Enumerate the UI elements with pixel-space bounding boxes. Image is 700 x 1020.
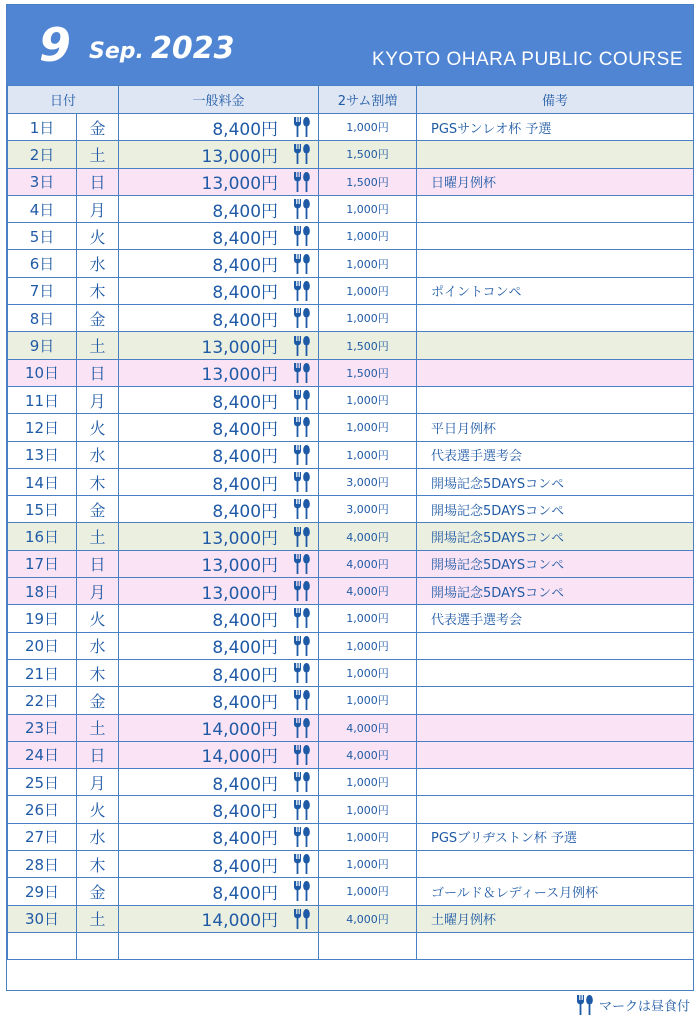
fee-cell [119,769,319,796]
date-cell: 3日 [8,168,77,195]
two-some-cell: 3,000円 [319,496,417,523]
note-cell [417,223,694,250]
two-some-cell: 1,000円 [319,632,417,659]
fork-knife-icon [292,799,312,821]
fee-cell [119,932,319,959]
fee-value: 8,400円 [212,419,279,440]
weekday-cell: 日 [77,168,119,195]
weekday-cell: 土 [77,141,119,168]
table-row [8,468,694,495]
weekday-cell: 木 [77,851,119,878]
fee-cell [119,468,319,495]
col-header-fee: 一般料金 [119,86,319,114]
two-some-cell: 4,000円 [319,578,417,605]
date-cell: 27日 [8,823,77,850]
note-cell [417,250,694,277]
fee-cell [119,523,319,550]
weekday-cell: 金 [77,114,119,141]
note-cell [417,932,694,959]
fee-value: 13,000円 [201,529,279,550]
two-some-cell: 1,000円 [319,796,417,823]
note-cell [417,796,694,823]
fee-cell [119,578,319,605]
date-cell: 10日 [8,359,77,386]
fork-knife-icon [292,362,312,384]
date-cell: 18日 [8,578,77,605]
fork-knife-icon [292,689,312,711]
note-cell: ポイントコンペ [417,277,694,304]
table-body [8,114,694,960]
two-some-cell: 1,000円 [319,441,417,468]
two-some-cell: 1,500円 [319,359,417,386]
weekday-cell: 水 [77,632,119,659]
table-row [8,878,694,905]
fork-knife-icon [292,198,312,220]
fee-cell [119,441,319,468]
date-cell [8,932,77,959]
table-row [8,250,694,277]
fork-knife-icon [292,416,312,438]
note-cell [417,386,694,413]
fork-knife-icon [292,444,312,466]
date-cell: 30日 [8,905,77,932]
note-cell: 代表選手選考会 [417,441,694,468]
table-row [8,659,694,686]
note-cell: 開場記念5DAYSコンペ [417,468,694,495]
fork-knife-icon [292,471,312,493]
date-cell: 12日 [8,414,77,441]
two-some-cell: 1,000円 [319,223,417,250]
fork-knife-icon [292,553,312,575]
weekday-cell: 木 [77,468,119,495]
fee-cell [119,386,319,413]
date-cell: 20日 [8,632,77,659]
table-row [8,932,694,959]
fork-knife-icon [292,307,312,329]
two-some-cell: 1,000円 [319,659,417,686]
two-some-cell: 1,000円 [319,769,417,796]
fee-value: 8,400円 [212,392,279,413]
col-header-date: 日付 [8,86,119,114]
two-some-cell: 1,000円 [319,386,417,413]
weekday-cell: 水 [77,441,119,468]
table-row [8,195,694,222]
fee-cell [119,114,319,141]
note-cell [417,659,694,686]
header-year: 2023 [151,31,235,66]
fee-table [7,85,694,960]
date-cell: 15日 [8,496,77,523]
two-some-cell [319,932,417,959]
note-cell [417,305,694,332]
calendar-frame [6,4,694,991]
two-some-cell: 1,500円 [319,141,417,168]
fork-knife-icon [292,635,312,657]
fee-value: 8,400円 [212,228,279,249]
fork-knife-icon [292,171,312,193]
fee-value: 8,400円 [212,610,279,631]
table-row [8,605,694,632]
date-cell: 21日 [8,659,77,686]
table-row [8,796,694,823]
fee-value: 8,400円 [212,310,279,331]
fork-knife-icon [292,253,312,275]
date-cell: 29日 [8,878,77,905]
date-cell: 22日 [8,687,77,714]
fee-cell [119,223,319,250]
note-cell [417,851,694,878]
fee-cell [119,141,319,168]
table-row [8,523,694,550]
fork-knife-icon [292,826,312,848]
table-row [8,851,694,878]
col-header-notes: 備考 [417,86,694,114]
table-row [8,905,694,932]
date-cell: 11日 [8,386,77,413]
note-cell: PGSブリヂストン杯 予選 [417,823,694,850]
two-some-cell: 4,000円 [319,714,417,741]
fee-cell [119,550,319,577]
fork-knife-icon [292,280,312,302]
note-cell [417,741,694,768]
note-cell: 開場記念5DAYSコンペ [417,523,694,550]
table-row [8,441,694,468]
table-row [8,687,694,714]
header-month: Sep. [89,39,144,64]
fee-cell [119,878,319,905]
weekday-cell: 木 [77,277,119,304]
note-cell: 開場記念5DAYSコンペ [417,550,694,577]
two-some-cell: 4,000円 [319,550,417,577]
fee-value: 8,400円 [212,447,279,468]
fork-knife-icon [292,116,312,138]
note-cell: 平日月例杯 [417,414,694,441]
note-cell [417,195,694,222]
fee-value: 8,400円 [212,201,279,222]
weekday-cell: 月 [77,386,119,413]
fork-knife-icon [292,389,312,411]
date-cell: 19日 [8,605,77,632]
date-cell: 2日 [8,141,77,168]
note-cell: 日曜月例杯 [417,168,694,195]
note-cell [417,332,694,359]
fee-value: 8,400円 [212,829,279,850]
table-row [8,496,694,523]
table-row [8,741,694,768]
fee-cell [119,305,319,332]
date-cell: 23日 [8,714,77,741]
date-cell: 17日 [8,550,77,577]
fee-cell [119,168,319,195]
note-cell: PGSサンレオ杯 予選 [417,114,694,141]
weekday-cell: 水 [77,823,119,850]
fee-cell [119,605,319,632]
date-cell: 1日 [8,114,77,141]
weekday-cell: 火 [77,605,119,632]
fork-knife-icon [292,717,312,739]
date-cell: 7日 [8,277,77,304]
fork-knife-icon [292,853,312,875]
two-some-cell: 1,000円 [319,605,417,632]
fee-cell [119,250,319,277]
note-cell [417,687,694,714]
two-some-cell: 1,000円 [319,277,417,304]
weekday-cell: 木 [77,659,119,686]
weekday-cell: 金 [77,878,119,905]
fee-cell [119,359,319,386]
fee-value: 13,000円 [201,556,279,577]
fee-value: 8,400円 [212,501,279,522]
fee-value: 8,400円 [212,119,279,140]
weekday-cell: 金 [77,496,119,523]
fork-knife-icon [292,526,312,548]
fee-value: 13,000円 [201,174,279,195]
table-row [8,277,694,304]
date-cell: 14日 [8,468,77,495]
fee-value: 13,000円 [201,583,279,604]
date-cell: 6日 [8,250,77,277]
date-cell: 28日 [8,851,77,878]
note-cell: 開場記念5DAYSコンペ [417,496,694,523]
fee-cell [119,659,319,686]
date-cell: 13日 [8,441,77,468]
fork-knife-icon [292,771,312,793]
weekday-cell: 土 [77,714,119,741]
note-cell [417,359,694,386]
weekday-cell: 火 [77,223,119,250]
fee-value: 8,400円 [212,692,279,713]
fee-value: 8,400円 [212,856,279,877]
header-day: 9 [39,18,72,72]
weekday-cell: 金 [77,305,119,332]
fee-value: 14,000円 [201,720,279,741]
fee-value: 8,400円 [212,283,279,304]
fork-knife-icon [575,994,595,1016]
fee-cell [119,414,319,441]
fee-cell [119,195,319,222]
table-row [8,114,694,141]
fork-knife-icon [292,335,312,357]
col-header-two-some: 2サム割増 [319,86,417,114]
fee-cell [119,277,319,304]
fee-value: 13,000円 [201,365,279,386]
fee-cell [119,687,319,714]
note-cell: 代表選手選考会 [417,605,694,632]
weekday-cell: 金 [77,687,119,714]
fee-cell [119,823,319,850]
two-some-cell: 4,000円 [319,523,417,550]
fee-value: 14,000円 [201,747,279,768]
two-some-cell: 1,500円 [319,168,417,195]
table-row [8,359,694,386]
date-cell: 4日 [8,195,77,222]
fee-cell [119,796,319,823]
date-cell: 24日 [8,741,77,768]
fee-value: 8,400円 [212,474,279,495]
fork-knife-icon [292,143,312,165]
weekday-cell: 水 [77,250,119,277]
fee-value: 14,000円 [201,911,279,932]
table-row [8,823,694,850]
two-some-cell: 4,000円 [319,905,417,932]
header-banner [7,5,693,85]
fee-value: 8,400円 [212,883,279,904]
note-cell [417,632,694,659]
note-cell [417,141,694,168]
table-row [8,714,694,741]
fee-value: 8,400円 [212,802,279,823]
two-some-cell: 1,000円 [319,414,417,441]
table-row [8,769,694,796]
legend-text: マークは昼食付 [598,999,690,1015]
fork-knife-icon [292,498,312,520]
weekday-cell: 土 [77,523,119,550]
fee-cell [119,632,319,659]
note-cell [417,714,694,741]
table-row [8,332,694,359]
table-row [8,550,694,577]
date-cell: 26日 [8,796,77,823]
two-some-cell: 1,000円 [319,851,417,878]
date-cell: 5日 [8,223,77,250]
date-cell: 9日 [8,332,77,359]
date-cell: 25日 [8,769,77,796]
table-row [8,414,694,441]
note-cell: 土曜月例杯 [417,905,694,932]
two-some-cell: 1,000円 [319,114,417,141]
fee-cell [119,496,319,523]
weekday-cell: 日 [77,550,119,577]
course-name: KYOTO OHARA PUBLIC COURSE [372,49,683,70]
two-some-cell: 1,000円 [319,823,417,850]
fee-cell [119,332,319,359]
date-cell: 16日 [8,523,77,550]
table-row [8,578,694,605]
weekday-cell: 日 [77,741,119,768]
two-some-cell: 1,000円 [319,305,417,332]
table-row [8,386,694,413]
weekday-cell: 月 [77,578,119,605]
fee-cell [119,851,319,878]
table-row [8,632,694,659]
two-some-cell: 1,000円 [319,687,417,714]
fee-value: 8,400円 [212,665,279,686]
weekday-cell [77,932,119,959]
fork-knife-icon [292,225,312,247]
weekday-cell: 月 [77,769,119,796]
weekday-cell: 土 [77,332,119,359]
table-row [8,141,694,168]
fee-value: 8,400円 [212,256,279,277]
two-some-cell: 4,000円 [319,741,417,768]
weekday-cell: 火 [77,796,119,823]
fork-knife-icon [292,580,312,602]
weekday-cell: 土 [77,905,119,932]
fee-value: 13,000円 [201,146,279,167]
fee-cell [119,714,319,741]
two-some-cell: 1,500円 [319,332,417,359]
two-some-cell: 3,000円 [319,468,417,495]
weekday-cell: 月 [77,195,119,222]
fork-knife-icon [292,880,312,902]
fee-value: 13,000円 [201,338,279,359]
table-header-row [8,86,694,114]
table-row [8,305,694,332]
note-cell: ゴールド＆レディース月例杯 [417,878,694,905]
table-row [8,223,694,250]
fork-knife-icon [292,908,312,930]
fork-knife-icon [292,607,312,629]
fee-value: 8,400円 [212,774,279,795]
note-cell [417,769,694,796]
fee-cell [119,741,319,768]
date-cell: 8日 [8,305,77,332]
table-row [8,168,694,195]
weekday-cell: 火 [77,414,119,441]
note-cell: 開場記念5DAYSコンペ [417,578,694,605]
weekday-cell: 日 [77,359,119,386]
fee-cell [119,905,319,932]
two-some-cell: 1,000円 [319,878,417,905]
two-some-cell: 1,000円 [319,195,417,222]
two-some-cell: 1,000円 [319,250,417,277]
legend [575,994,690,1016]
fee-value: 8,400円 [212,638,279,659]
fork-knife-icon [292,744,312,766]
fork-knife-icon [292,662,312,684]
